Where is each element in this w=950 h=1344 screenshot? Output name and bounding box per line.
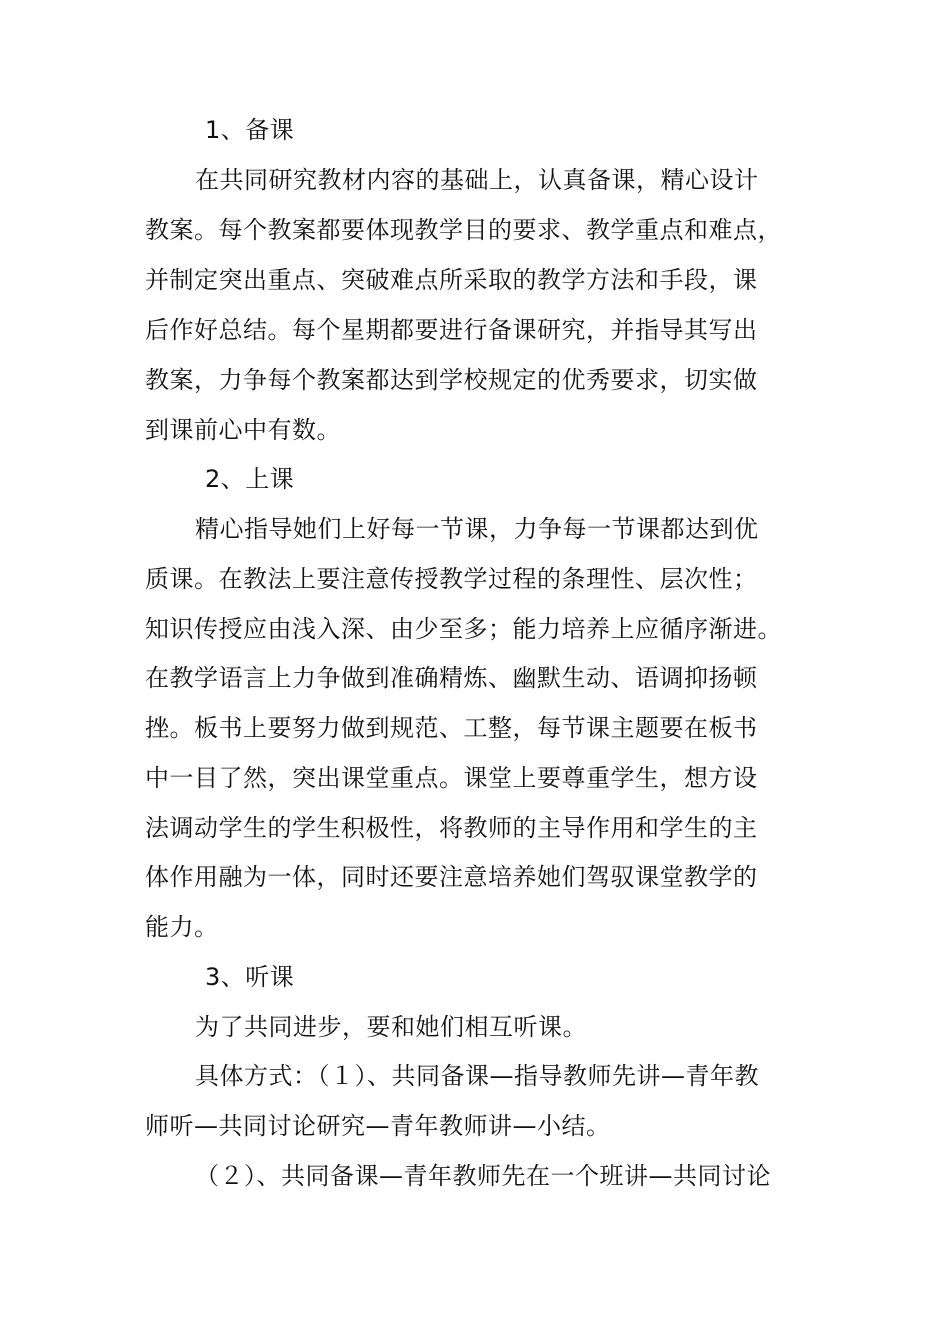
paragraph-line: 质课。在教法上要注意传授教学过程的条理性、层次性；	[145, 565, 758, 593]
paragraph-line: 法调动学生的学生积极性，将教师的主导作用和学生的主	[145, 814, 758, 842]
paragraph-line: 知识传授应由浅入深、由少至多；能力培养上应循序渐进。	[145, 615, 782, 643]
section-heading-observation: 3、听课	[205, 963, 295, 991]
section-heading-teaching: 2、上课	[205, 465, 295, 493]
paragraph-line: 教案。每个教案都要体现教学目的要求、教学重点和难点，	[145, 216, 782, 244]
paragraph-line: 在教学语言上力争做到准确精炼、幽默生动、语调抑扬顿	[145, 664, 758, 692]
paragraph-line: 后作好总结。每个星期都要进行备课研究，并指导其写出	[145, 316, 758, 344]
paragraph-line: 师听—共同讨论研究—青年教师讲—小结。	[145, 1112, 611, 1140]
paragraph-line: 到课前心中有数。	[145, 416, 341, 444]
paragraph-line: 具体方式：（１）、共同备课—指导教师先讲—青年教	[195, 1062, 759, 1090]
paragraph-line: 能力。	[145, 913, 219, 941]
paragraph-line: 并制定突出重点、突破难点所采取的教学方法和手段，课	[145, 266, 758, 294]
paragraph-line: 在共同研究教材内容的基础上，认真备课，精心设计	[195, 166, 759, 194]
paragraph-line: 挫。板书上要努力做到规范、工整，每节课主题要在板书	[145, 714, 758, 742]
paragraph-line: 精心指导她们上好每一节课，力争每一节课都达到优	[195, 515, 759, 543]
paragraph-line: 体作用融为一体，同时还要注意培养她们驾驭课堂教学的	[145, 863, 758, 891]
paragraph-line: （２）、共同备课—青年教师先在一个班讲—共同讨论	[195, 1162, 771, 1190]
paragraph-line: 中一目了然，突出课堂重点。课堂上要尊重学生，想方设	[145, 764, 758, 792]
section-heading-lesson-prep: 1、备课	[205, 116, 295, 144]
paragraph-line: 为了共同进步，要和她们相互听课。	[195, 1013, 587, 1041]
paragraph-line: 教案，力争每个教案都达到学校规定的优秀要求，切实做	[145, 366, 758, 394]
